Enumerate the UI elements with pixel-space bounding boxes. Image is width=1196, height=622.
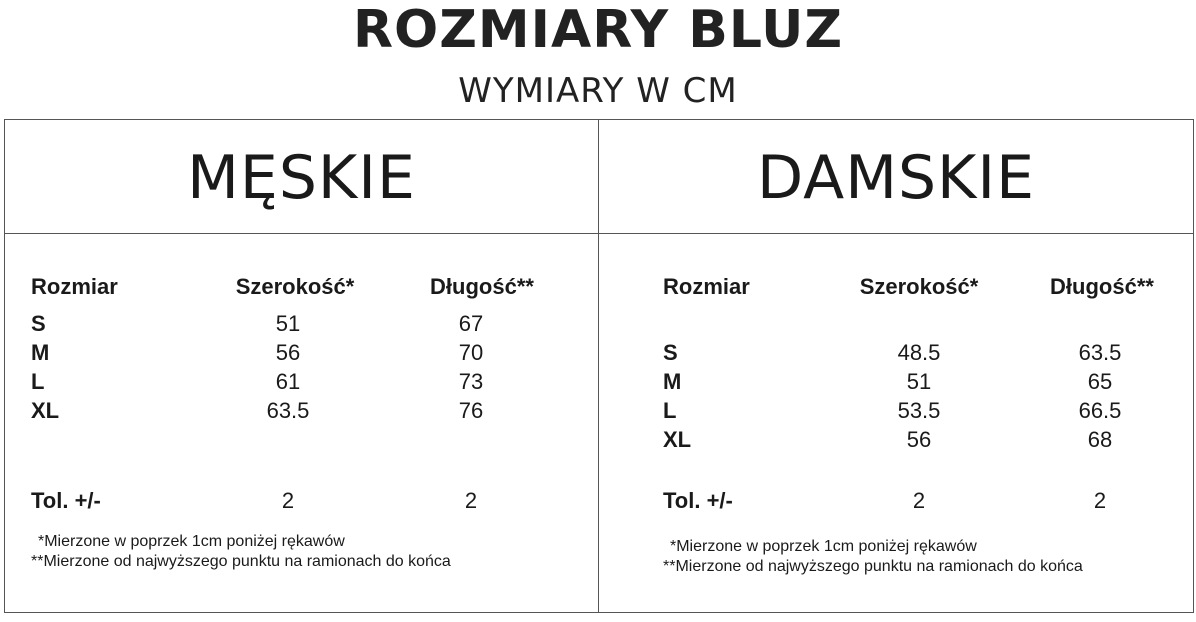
women-row-width: 53.5 (897, 398, 941, 423)
women-row-width: 56 (906, 427, 932, 452)
women-row-size: S (663, 340, 678, 365)
women-note-width: *Mierzone w poprzek 1cm poniżej rękawów (670, 538, 977, 555)
men-col-size-header: Rozmiar (31, 274, 118, 299)
women-row-length: 68 (1087, 427, 1113, 452)
men-row-length: 76 (458, 398, 484, 423)
women-note-length: **Mierzone od najwyższego punktu na ramionach do końca (663, 558, 1083, 575)
men-row-width: 63.5 (266, 398, 310, 423)
men-tolerance-length: 2 (464, 488, 478, 513)
men-note-width: *Mierzone w poprzek 1cm poniżej rękawów (38, 533, 345, 550)
women-tolerance-width: 2 (912, 488, 926, 513)
men-row-width: 61 (275, 369, 301, 394)
women-tolerance-label: Tol. +/- (663, 488, 733, 513)
men-row-size: M (31, 340, 50, 365)
men-row-length: 73 (458, 369, 484, 394)
women-tolerance-length: 2 (1093, 488, 1107, 513)
header-divider (4, 233, 1194, 234)
women-row-size: L (663, 398, 677, 423)
men-section-heading: MĘSKIE (187, 143, 416, 213)
women-row-length: 65 (1087, 369, 1113, 394)
men-note-length: **Mierzone od najwyższego punktu na ramionach do końca (31, 553, 451, 570)
women-row-width: 48.5 (897, 340, 941, 365)
page-subtitle: WYMIARY W CM (458, 71, 738, 111)
men-tolerance-width: 2 (281, 488, 295, 513)
men-row-length: 67 (458, 311, 484, 336)
page-title: ROZMIARY BLUZ (352, 0, 844, 60)
men-row-size: L (31, 369, 45, 394)
women-section-heading: DAMSKIE (757, 143, 1035, 213)
men-row-width: 56 (275, 340, 301, 365)
men-row-size: S (31, 311, 46, 336)
men-col-width-header: Szerokość* (235, 274, 355, 299)
men-row-size: XL (31, 398, 60, 423)
men-row-width: 51 (275, 311, 301, 336)
women-row-width: 51 (906, 369, 932, 394)
women-row-size: M (663, 369, 682, 394)
women-row-length: 63.5 (1078, 340, 1122, 365)
women-row-size: XL (663, 427, 692, 452)
women-row-length: 66.5 (1078, 398, 1122, 423)
women-col-length-header: Długość** (1050, 274, 1154, 299)
men-tolerance-label: Tol. +/- (31, 488, 101, 513)
men-row-length: 70 (458, 340, 484, 365)
women-col-width-header: Szerokość* (859, 274, 979, 299)
women-col-size-header: Rozmiar (663, 274, 750, 299)
men-col-length-header: Długość** (430, 274, 534, 299)
